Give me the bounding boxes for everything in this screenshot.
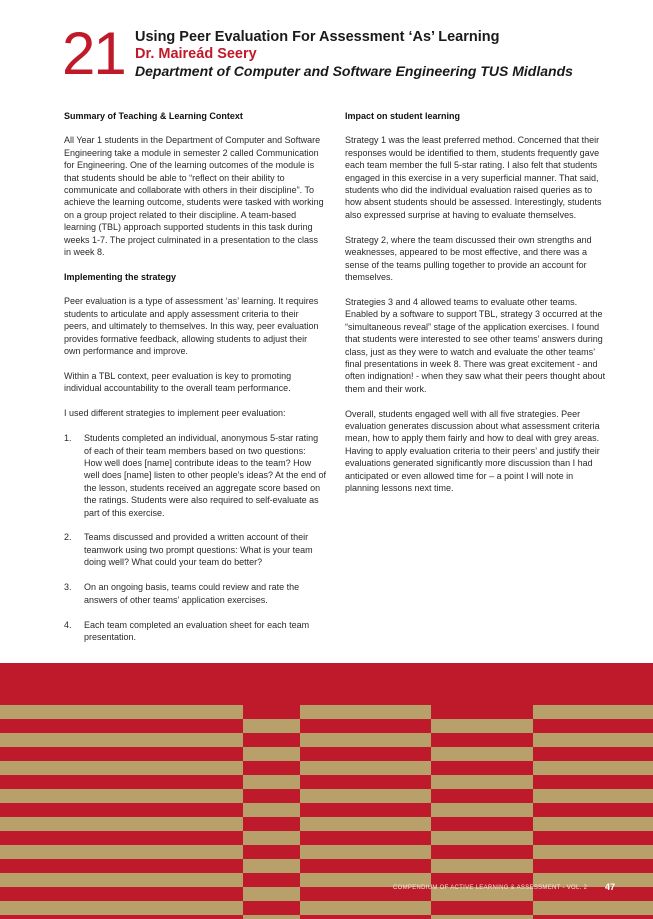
stripe: [243, 803, 300, 817]
stripe: [243, 831, 300, 845]
stripe: [300, 845, 431, 859]
article-title: Using Peer Evaluation For Assessment ‘As’ Learning: [135, 29, 500, 45]
list-text: Teams discussed and provided a written account of their teamwork using two prompt questions: What is your team doing well? What could your team do better?: [84, 532, 313, 568]
stripe: [0, 817, 243, 831]
stripe: [0, 733, 243, 747]
impact-paragraph-1: Strategy 1 was the least preferred method. Concerned that their responses would be identified to them, students frequently gave each team member the full 5-star rating. I also felt that students engaged in this exercise in a very superficial manner. That said, students who did the individual evaluation raised queries as to how absent students should be assessed. Interestingly, students also expressed surprise at having to evaluate themselves.: [345, 135, 602, 220]
list-number: 2.: [64, 532, 72, 543]
stripe: [533, 789, 653, 803]
impact-paragraph-2: Strategy 2, where the team discussed their own strengths and weaknesses, appeared to be most effective, and there was a sense of the teams pulling together to provide an account for themselves.: [345, 234, 592, 282]
footer-banner: [0, 663, 653, 919]
stripe: [300, 901, 431, 915]
strategy-list: [64, 432, 326, 643]
stripe: [243, 887, 300, 901]
stripe: [243, 775, 300, 789]
article-department: Department of Computer and Software Engineering TUS Midlands: [135, 63, 573, 79]
stripe: [300, 733, 431, 747]
impact-paragraph-3: Strategies 3 and 4 allowed teams to evaluate other teams. Enabled by a software to support TBL, strategy 3 occurred at the “simultaneous reveal” stage of the application exercises. I found that students were interested to see other teams’ answers during class, just as they were to watch and evaluate the other teams’ final presentations in week 8. There was great excitement - and often indignation! - when they saw what their peers thought about them and their work.: [345, 296, 606, 394]
list-number: 3.: [64, 582, 72, 593]
stripe: [243, 719, 300, 733]
stripe: [300, 817, 431, 831]
footer-publication-label: COMPENDIUM OF ACTIVE LEARNING & ASSESSMENT - VOL. 2: [393, 885, 588, 891]
list-item: [64, 619, 326, 644]
stripe: [0, 901, 243, 915]
page-header: [62, 20, 642, 88]
stripe: [431, 915, 533, 919]
stripe: [431, 803, 533, 817]
implementing-paragraph-1: Peer evaluation is a type of assessment ‘as’ learning. It requires students to articulate and apply assessment criteria to their peers, and ultimately to themselves. In this way, peer evaluation provides formative feedback, allowing students to adjust their own performance and improve.: [64, 296, 319, 356]
stripe: [533, 845, 653, 859]
stripe: [533, 705, 653, 719]
stripe: [431, 775, 533, 789]
stripe: [300, 789, 431, 803]
list-text: Each team completed an evaluation sheet for each team presentation.: [84, 619, 310, 642]
article-author: Dr. Maireád Seery: [135, 46, 257, 62]
implementing-paragraph-2: Within a TBL context, peer evaluation is key to promoting individual accountability to the overall team performance.: [64, 370, 292, 394]
list-number: 1.: [64, 433, 72, 444]
right-column: [345, 110, 607, 507]
stripe: [300, 761, 431, 775]
summary-paragraph: All Year 1 students in the Department of Computer and Software Engineering take a module in semester 2 called Communication for Engineering. One of the learning outcomes of the module is that students should be able to “reflect on their ability to communicate and collaborate with others in their discipline”. To achieve the learning outcome, students were tasked with working on a group project related to their discipline. A team-based learning (TBL) approach supported students in this task during weeks 1-7. The project culminated in a presentation to the class in week 8.: [64, 135, 324, 258]
list-item: [64, 581, 326, 606]
list-item: [64, 432, 326, 519]
stripe: [0, 705, 243, 719]
list-text: Students completed an individual, anonymous 5-star rating of each of their team members based on two questions: How well does [name] contribute ideas to the team? How well does [name] listen to other people’s ideas? At the end of the lesson, students received an aggregate score based on the ratings. Students were also required to self-evaluate as part of this exercise.: [84, 433, 326, 518]
list-text: On an ongoing basis, teams could review and rate the answers of other teams’ application exercises.: [84, 582, 300, 605]
stripe: [0, 789, 243, 803]
stripe: [431, 719, 533, 733]
implementing-heading: Implementing the strategy: [64, 271, 177, 282]
list-number: 4.: [64, 619, 72, 630]
stripe: [533, 761, 653, 775]
summary-heading: Summary of Teaching & Learning Context: [64, 111, 243, 121]
stripe: [431, 859, 533, 873]
decorative-stripes: [0, 663, 653, 919]
impact-paragraph-4: Overall, students engaged well with all five strategies. Peer evaluation generates discussion about what assessment criteria mean, how to apply them fairly and how to deal with grey areas. Having to apply evaluation criteria to their peers’ and justify their evaluations generated significantly more discussion than I had anticipated or even allowed time for – a point I will note in planning lessons next time.: [345, 408, 600, 494]
implementing-paragraph-3: I used different strategies to implement peer evaluation:: [64, 408, 286, 419]
left-column: [64, 110, 326, 656]
stripe: [243, 915, 300, 919]
stripe: [431, 747, 533, 761]
stripe: [243, 859, 300, 873]
stripe: [0, 761, 243, 775]
chapter-number: 21: [62, 20, 125, 87]
stripe: [533, 817, 653, 831]
stripe: [0, 873, 243, 887]
stripe: [533, 901, 653, 915]
stripe: [243, 747, 300, 761]
header-titles: [135, 28, 573, 80]
stripe: [431, 831, 533, 845]
stripe: [300, 705, 431, 719]
page-number: 47: [605, 882, 616, 892]
list-item: [64, 531, 326, 568]
impact-heading: Impact on student learning: [345, 111, 461, 121]
stripe: [533, 733, 653, 747]
stripe: [0, 845, 243, 859]
